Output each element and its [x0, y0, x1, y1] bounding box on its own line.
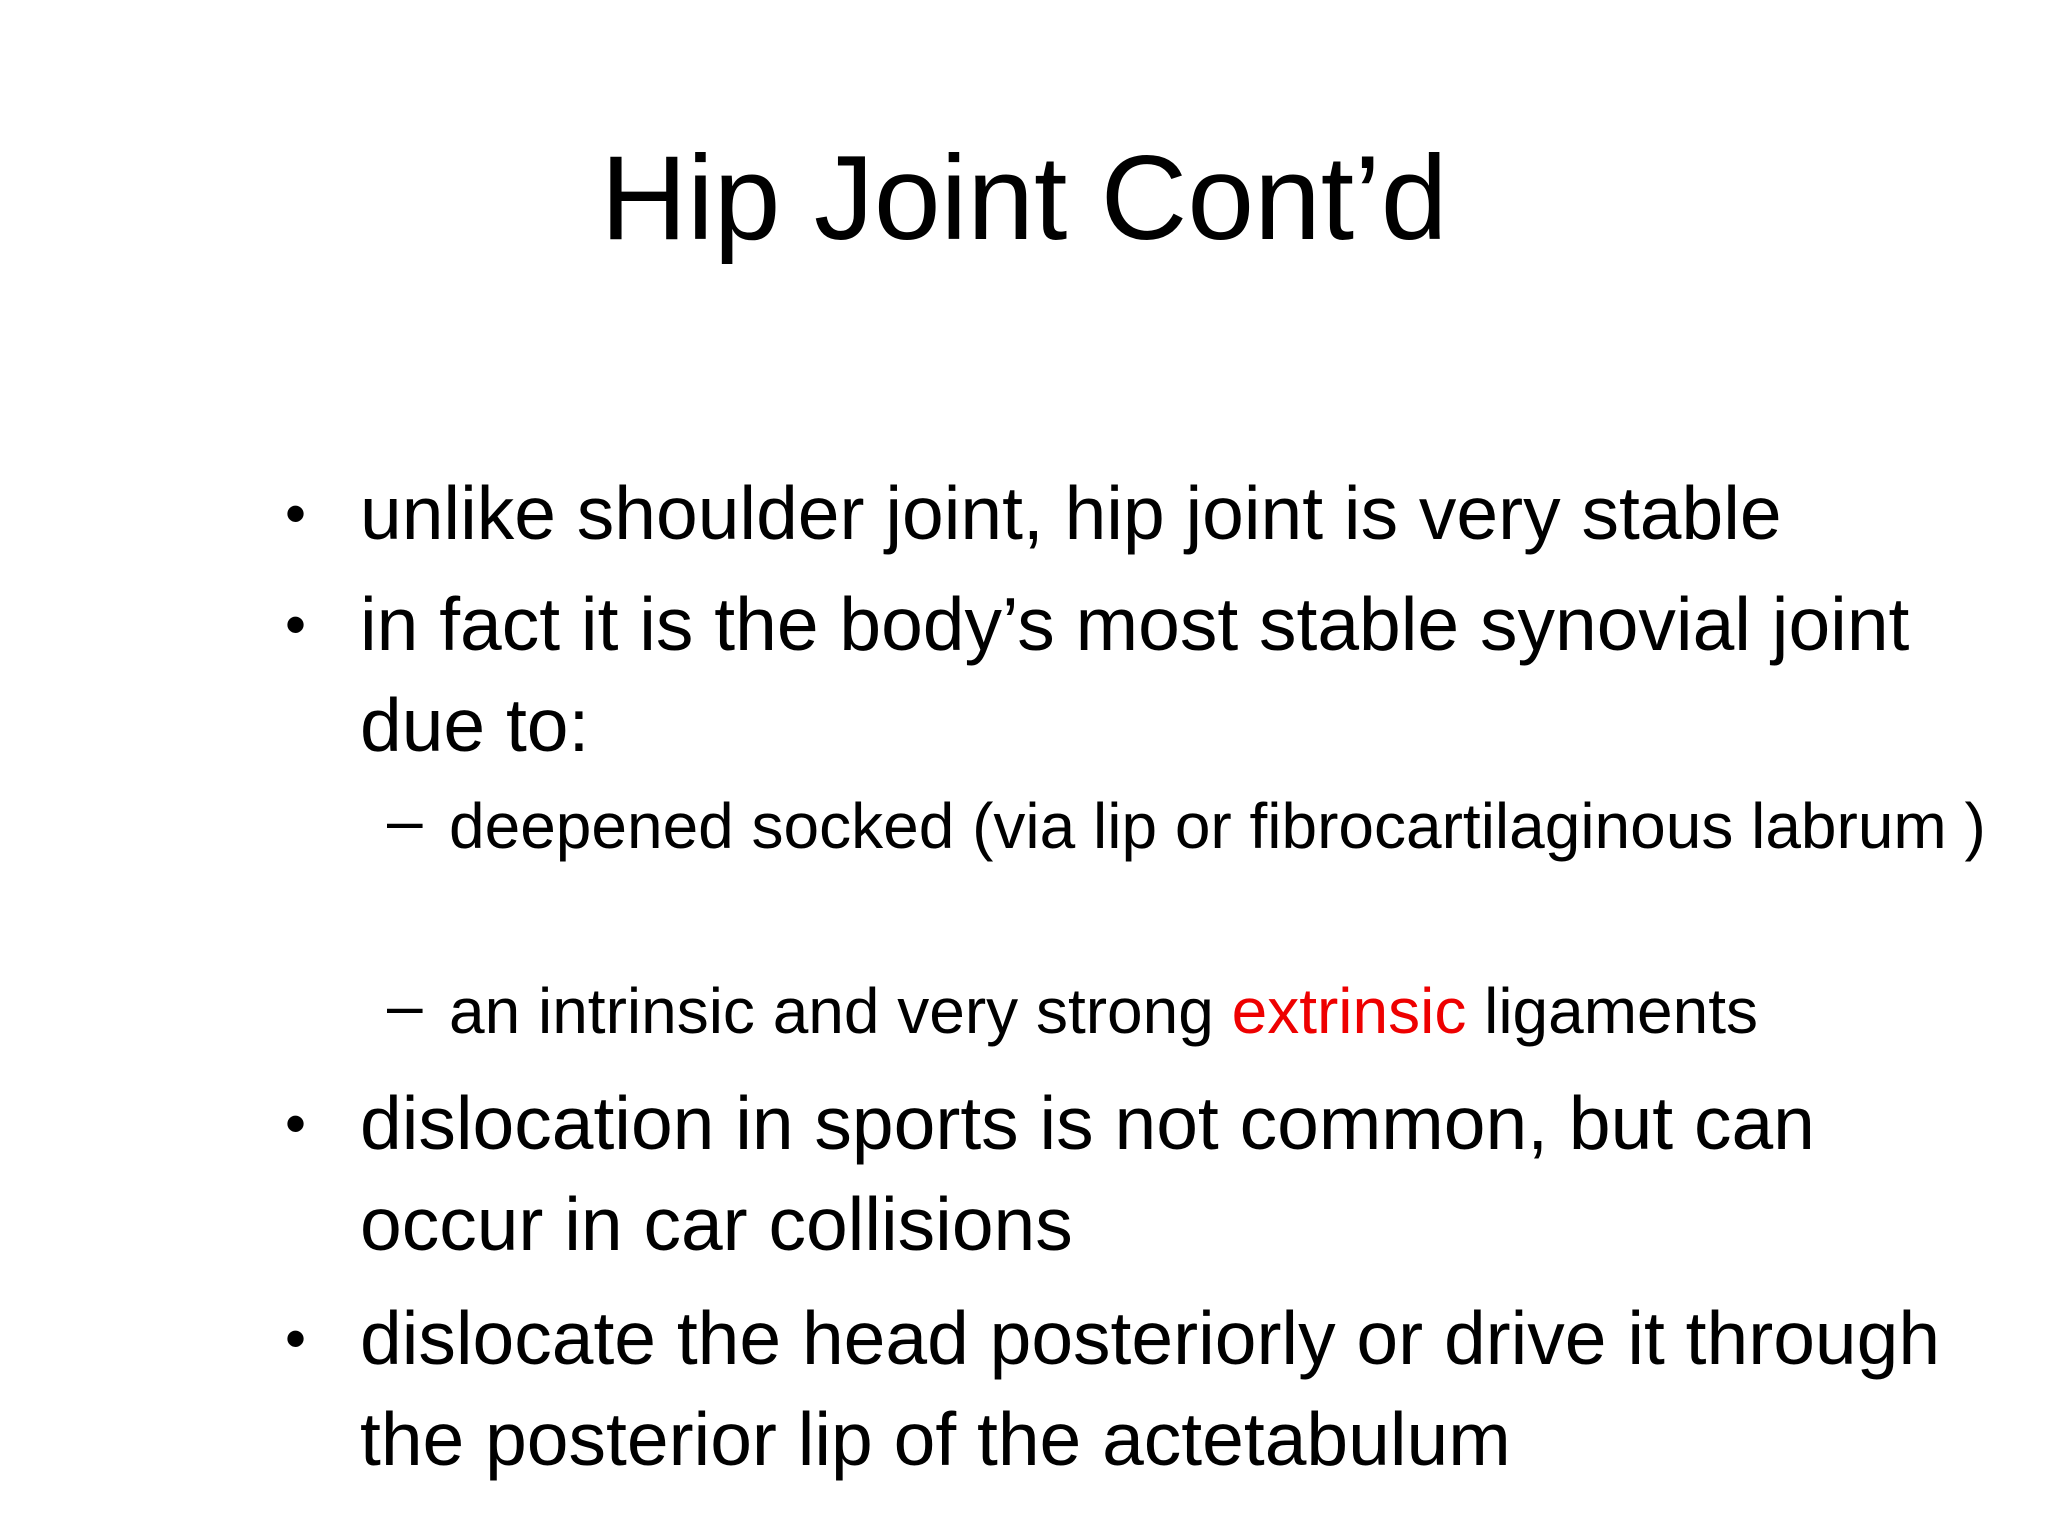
- sub-bullet-item: [387, 969, 2009, 1052]
- bullet-marker: •: [285, 1090, 307, 1157]
- bullet-marker: •: [285, 480, 307, 547]
- sub-bullet-item: [387, 784, 2009, 867]
- bullet-text: in fact it is the body’s most stable synovial joint due to:: [360, 582, 1910, 767]
- bullet-marker: •: [285, 1305, 307, 1372]
- bullet-item: [285, 574, 2000, 776]
- highlighted-term: extrinsic: [1231, 975, 1467, 1047]
- bullet-text: dislocation in sports is not common, but can occur in car collisions: [360, 1081, 1815, 1266]
- bullet-text: dislocate the head posteriorly or drive it through the posterior lip of the actetabulum: [360, 1296, 1941, 1481]
- slide-title: Hip Joint Cont’d: [600, 131, 1448, 265]
- sub-bullet-text-after: ligaments: [1466, 975, 1758, 1047]
- sub-bullet-text-before: an intrinsic and very strong: [449, 975, 1232, 1047]
- dash-marker: –: [387, 969, 423, 1041]
- dash-marker: –: [387, 784, 423, 856]
- bullet-text: unlike shoulder joint, hip joint is very stable: [360, 471, 1782, 555]
- bullet-item: [285, 1073, 2000, 1275]
- bullet-item: [285, 463, 2000, 564]
- bullet-marker: •: [285, 591, 307, 658]
- bullet-item: [285, 1288, 2000, 1490]
- sub-bullet-text: deepened socked (via lip or fibrocartilaginous labrum ): [449, 790, 1986, 862]
